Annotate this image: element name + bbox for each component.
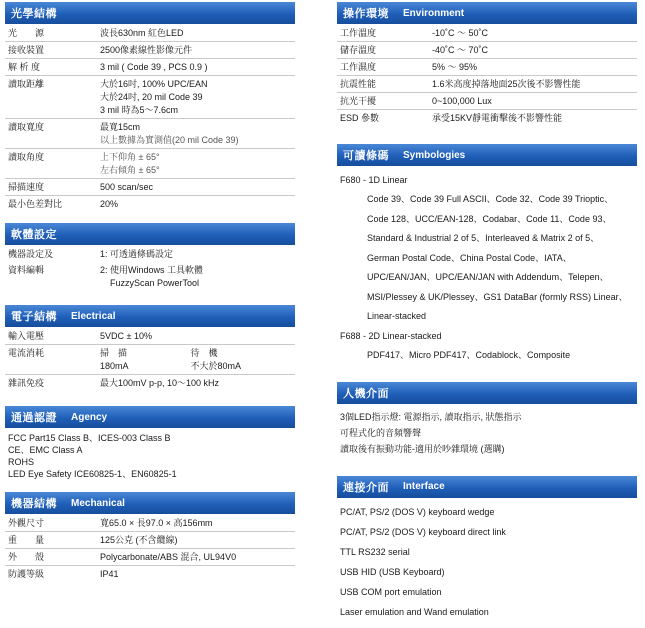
optics-row [5, 42, 295, 59]
f688-line: PDF417、Micro PDF417、Codablock、Composite [367, 350, 571, 360]
optics-value: 波長630nm 紅色LED [97, 25, 295, 42]
environment-row [337, 110, 637, 127]
f680-line: Code 128、UCC/EAN-128、Codabar、Code 11、Code 93、 [367, 213, 612, 224]
environment-title-en: Environment [403, 7, 465, 19]
scan-value: 180mA [100, 361, 129, 371]
environment-value: -10˚C ～ 50˚C [429, 25, 637, 42]
optics-label: 解 析 度 [5, 59, 97, 76]
agency-line: LED Eye Safety ICE60825-1、EN60825-1 [8, 469, 177, 479]
environment-table [337, 25, 637, 126]
agency-header [5, 406, 295, 428]
optics-label: 讀取寬度 [5, 119, 97, 149]
environment-value: 0~100,000 Lux [429, 93, 637, 110]
electrical-title-en: Electrical [71, 310, 116, 322]
environment-title-zh: 操作環境 [343, 8, 389, 20]
hmi-title: 人機介面 [343, 387, 389, 400]
software-value: 1: 可透過條碼設定 [100, 249, 174, 259]
mechanical-label: 外觀尺寸 [5, 515, 97, 532]
hmi-header [337, 382, 637, 404]
optics-row [5, 59, 295, 76]
optics-row [5, 76, 295, 119]
environment-value: 1.6米高度掉落地面25次後不影響性能 [429, 76, 637, 93]
interface-list [337, 499, 637, 622]
symbologies-title-en: Symbologies [403, 149, 466, 161]
optics-value: 大於16吋, 100% UPC/EAN [100, 79, 208, 89]
optics-label: 最小色差對比 [8, 199, 63, 209]
optics-value: 上下仰角 ± 65° [100, 152, 160, 162]
optics-value: 大於24吋, 20 mil Code 39 [100, 92, 203, 102]
software-title: 軟體設定 [11, 229, 57, 241]
optics-table [5, 25, 295, 212]
agency-line: CE、EMC Class A [8, 445, 83, 455]
software-label: 資料編輯 [8, 265, 45, 275]
mechanical-header [5, 492, 295, 514]
standby-label: 待 機 [190, 348, 218, 358]
optics-value: 左右傾角 ± 65° [100, 165, 160, 175]
electrical-value: 最大100mV p-p, 10～100 kHz [100, 378, 220, 388]
optics-label: 讀取距離 [5, 76, 97, 119]
optics-row [5, 149, 295, 179]
agency-line: ROHS [8, 457, 35, 467]
environment-row [337, 42, 637, 59]
optics-note: 以上數據為實測值(20 mil Code 39) [100, 135, 239, 145]
software-value: 2: 使用Windows 工具軟體 [100, 265, 204, 275]
interface-line: USB COM port emulation [340, 586, 442, 597]
environment-label: 抗震性能 [337, 76, 429, 93]
interface-line: TTL RS232 serial [340, 546, 410, 557]
mechanical-value: 寬65.0 × 長97.0 × 高156mm [97, 515, 295, 532]
environment-row [337, 59, 637, 76]
software-label: 機器設定及 [8, 249, 54, 259]
electrical-label: 輸入電壓 [5, 328, 97, 345]
electrical-row [5, 375, 295, 392]
standby-value: 不大於80mA [190, 361, 242, 371]
interface-title-zh: 連接介面 [343, 481, 389, 494]
agency-title-zh: 通過認證 [11, 412, 57, 424]
software-row [5, 262, 295, 291]
optics-row [5, 119, 295, 149]
electrical-header [5, 305, 295, 327]
f680-line: Code 39、Code 39 Full ASCII、Code 32、Code 39 Trioptic、 [367, 194, 614, 204]
optics-header [5, 2, 295, 24]
environment-value: -40˚C ～ 70˚C [429, 42, 637, 59]
optics-label: 掃描速度 [5, 179, 97, 196]
mechanical-label: 防護等級 [8, 569, 45, 579]
electrical-label: 雜訊免疫 [8, 378, 45, 388]
interface-line: PC/AT, PS/2 (DOS V) keyboard direct link [340, 526, 506, 537]
mechanical-value: Polycarbonate/ABS 混合, UL94V0 [97, 549, 295, 566]
environment-label: 工作溫度 [337, 25, 429, 42]
mechanical-row [5, 549, 295, 566]
mechanical-value: IP41 [100, 569, 119, 579]
f680-line: UPC/EAN/JAN、UPC/EAN/JAN with Addendum、Telepen、 [367, 272, 609, 282]
hmi-line: 讀取後有振動功能-適用於吵雜環境 (選購) [340, 443, 505, 454]
optics-value: 20% [100, 199, 119, 209]
mechanical-label: 重 量 [5, 532, 97, 549]
symbologies-header [337, 144, 637, 166]
environment-header [337, 2, 637, 24]
mechanical-row [5, 566, 295, 583]
software-value: FuzzyScan PowerTool [110, 278, 200, 288]
optics-label: 接收裝置 [5, 42, 97, 59]
optics-value: 2500像素線性影像元件 [97, 42, 295, 59]
software-table [5, 246, 295, 291]
mechanical-row [5, 532, 295, 549]
mechanical-title-zh: 機器結構 [11, 498, 57, 510]
agency-title-en: Agency [71, 411, 108, 423]
optics-value: 3 mil ( Code 39 , PCS 0.9 ) [97, 59, 295, 76]
agency-list [5, 429, 295, 480]
mechanical-value: 125公克 (不含纜線) [97, 532, 295, 549]
optics-title: 光學結構 [11, 8, 57, 20]
interface-line: USB HID (USB Keyboard) [340, 566, 445, 577]
optics-label: 光 源 [5, 25, 97, 42]
mechanical-title-en: Mechanical [71, 497, 125, 509]
f680-line: MSI/Plessey & UK/Plessey、GS1 DataBar (formly RSS) Linear、 [367, 291, 628, 302]
hmi-line: 可程式化的音頻響聲 [340, 427, 422, 438]
mechanical-row [5, 515, 295, 532]
optics-row [5, 179, 295, 196]
symbologies-list [337, 167, 637, 366]
optics-value: 3 mil 時為5～7.6cm [100, 105, 179, 115]
electrical-title-zh: 電子結構 [11, 311, 57, 323]
electrical-row [5, 345, 295, 375]
interface-title-en: Interface [403, 481, 445, 492]
environment-label: 抗光干擾 [337, 93, 429, 110]
environment-row [337, 93, 637, 110]
optics-label: 讀取角度 [5, 149, 97, 179]
agency-line: FCC Part15 Class B、ICES-003 Class B [8, 433, 171, 443]
interface-header [337, 476, 637, 498]
optics-value: 500 scan/sec [97, 179, 295, 196]
scan-label: 掃 描 [100, 348, 128, 358]
mechanical-label: 外 殼 [5, 549, 97, 566]
f680-heading: F680 - 1D Linear [340, 175, 408, 185]
f680-line: German Postal Code、China Postal Code、IATA、 [367, 252, 572, 263]
environment-label: 儲存溫度 [337, 42, 429, 59]
software-row [5, 246, 295, 262]
hmi-line: 3個LED指示燈: 電源指示, 讀取指示, 狀態指示 [340, 411, 522, 422]
software-header [5, 223, 295, 245]
left-column [5, 0, 295, 582]
f680-line: Linear-stacked [367, 311, 427, 321]
electrical-table [5, 328, 295, 391]
environment-row [337, 25, 637, 42]
right-column [337, 0, 637, 622]
optics-row [5, 196, 295, 213]
environment-value: 5% ～ 95% [429, 59, 637, 76]
interface-line: Laser emulation and Wand emulation [340, 606, 489, 617]
hmi-list [337, 405, 637, 457]
mechanical-table [5, 515, 295, 582]
f680-line: Standard & Industrial 2 of 5、Interleaved & Matrix 2 of 5、 [367, 233, 600, 243]
electrical-value: 5VDC ± 10% [97, 328, 295, 345]
symbologies-title-zh: 可讀條碼 [343, 150, 389, 162]
electrical-row [5, 328, 295, 345]
environment-row [337, 76, 637, 93]
environment-label: ESD 參數 [340, 113, 380, 123]
electrical-label: 電流消耗 [5, 345, 97, 375]
environment-value: 承受15KV靜電衝擊後不影響性能 [432, 113, 563, 123]
optics-value: 最寬15cm [100, 122, 141, 132]
environment-label: 工作濕度 [337, 59, 429, 76]
optics-row [5, 25, 295, 42]
interface-line: PC/AT, PS/2 (DOS V) keyboard wedge [340, 506, 495, 517]
f688-heading: F688 - 2D Linear-stacked [340, 330, 442, 341]
